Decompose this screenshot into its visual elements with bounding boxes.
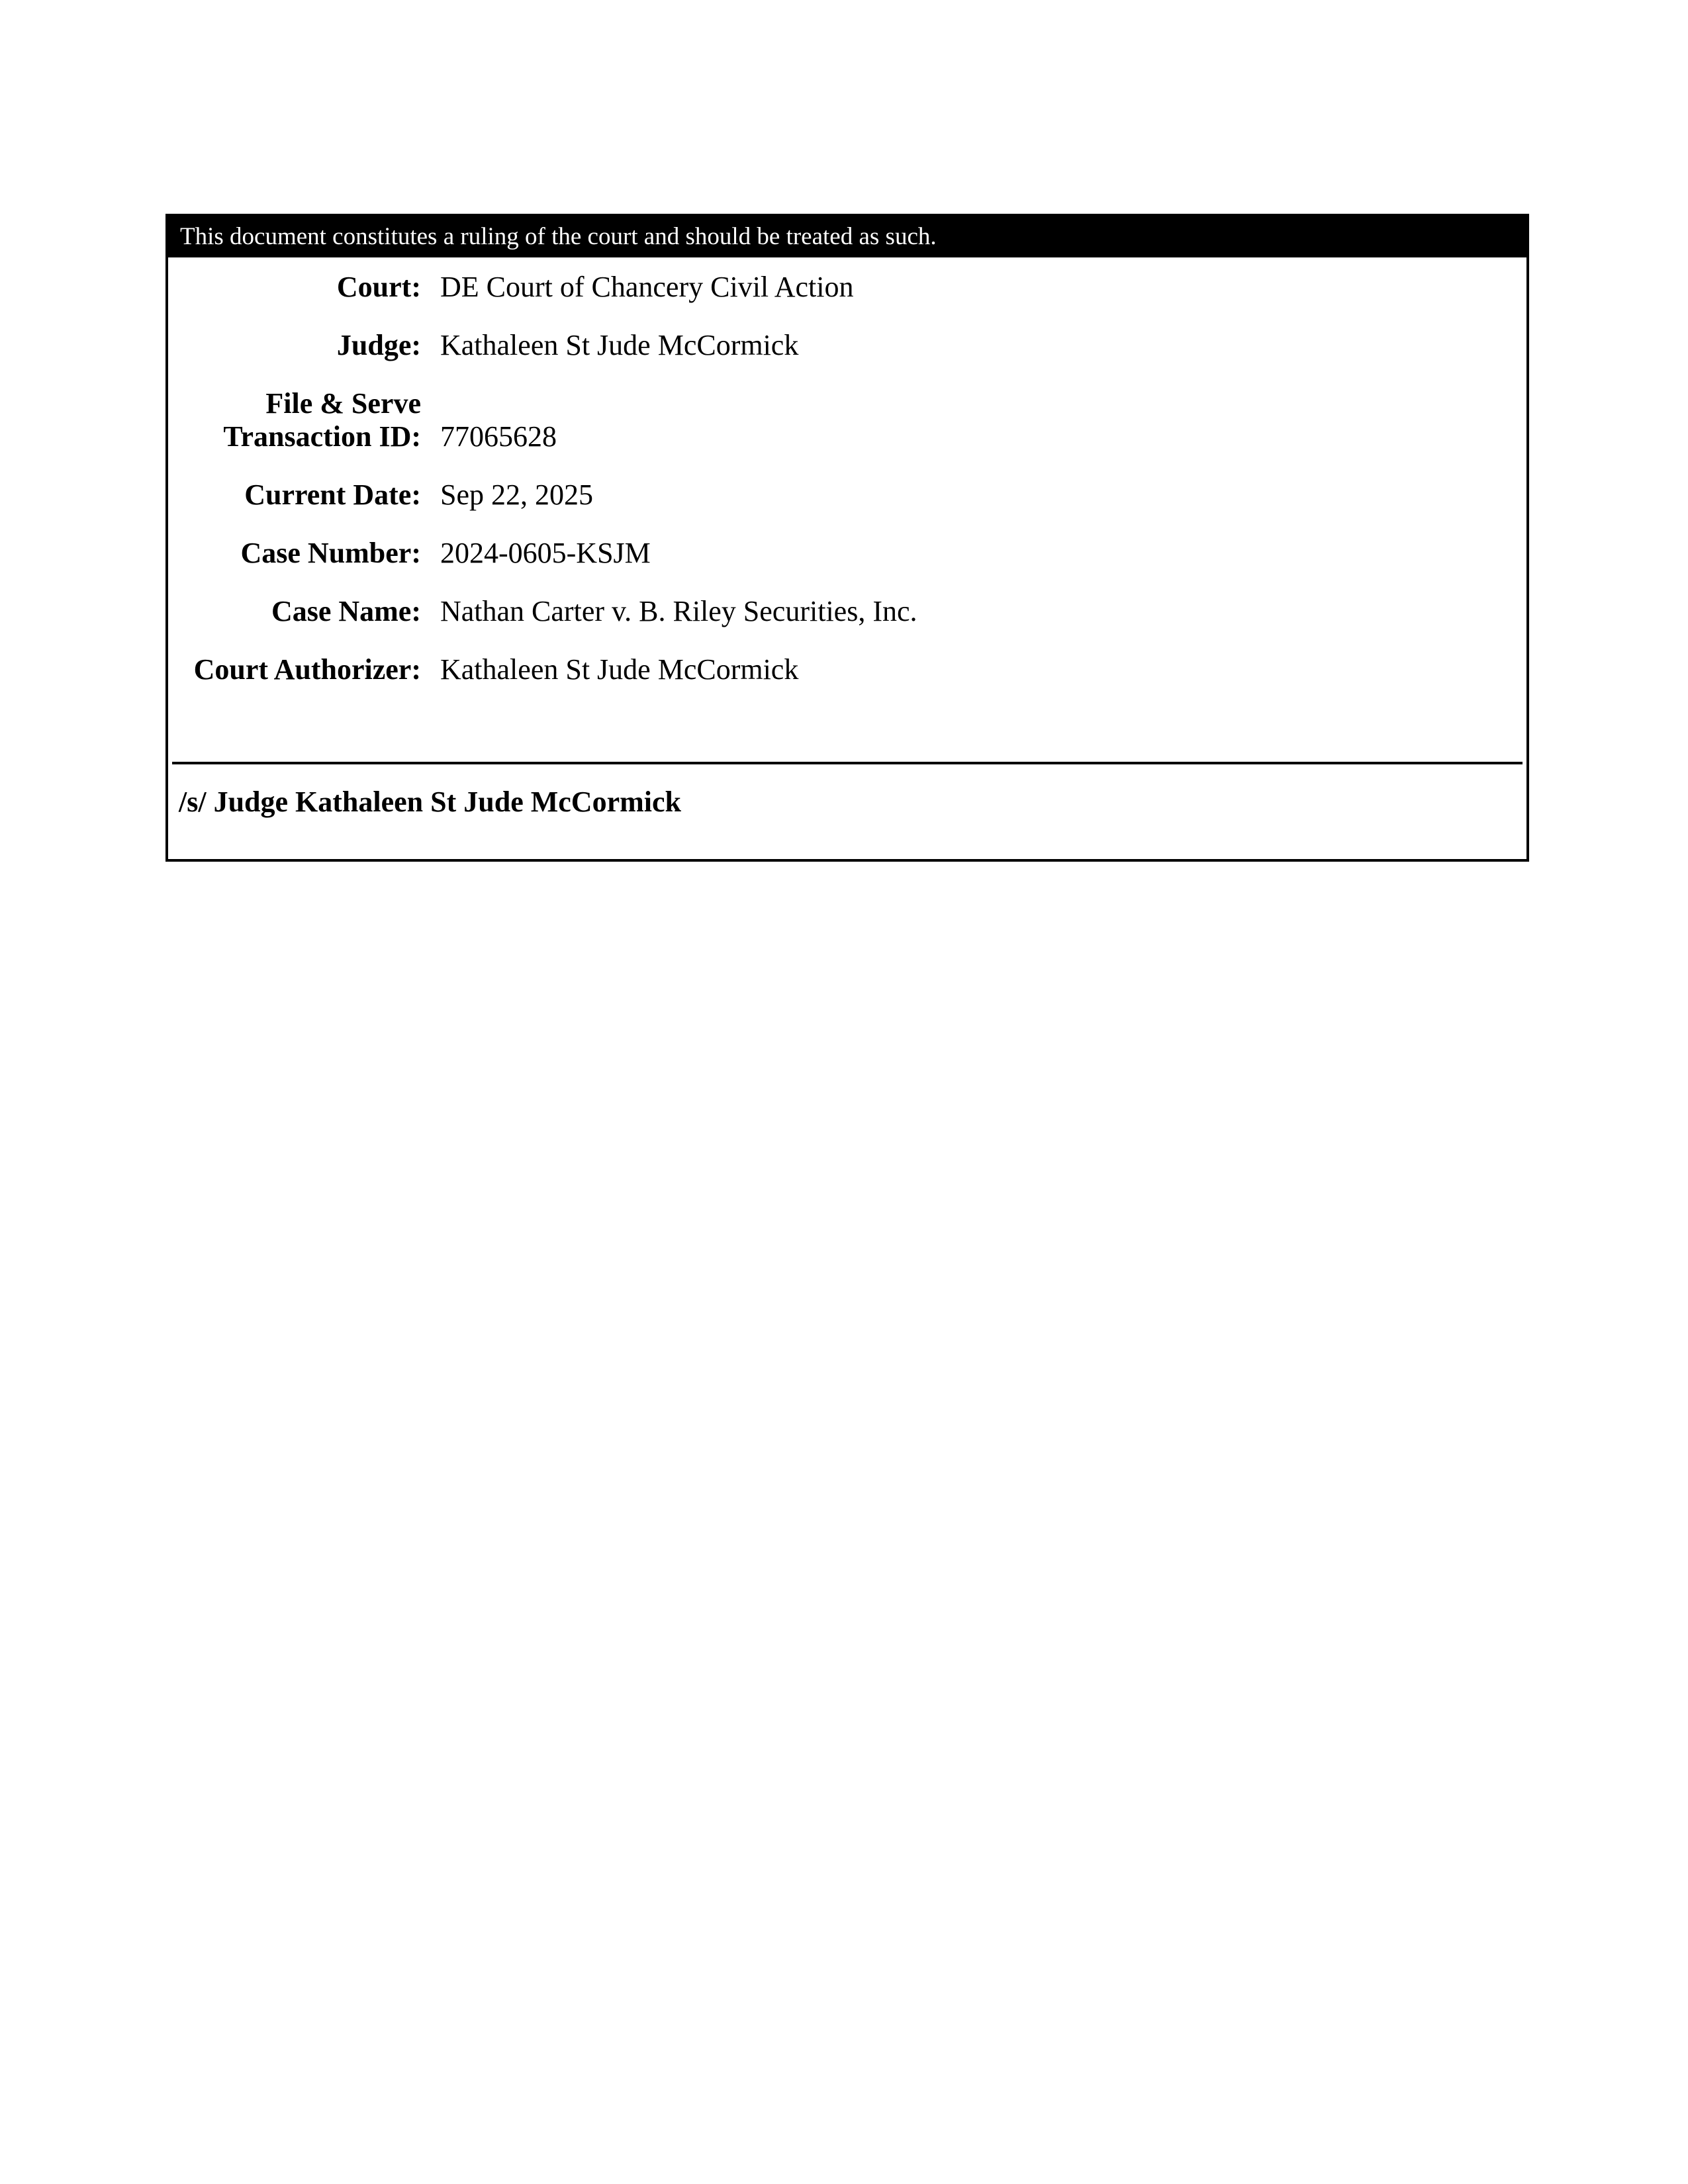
court-authorizer-value: Kathaleen St Jude McCormick [440,653,799,686]
transaction-id-value: 77065628 [440,420,557,453]
court-label: Court: [336,271,421,303]
signature-divider [172,762,1523,764]
judge-signature: /s/ Judge Kathaleen St Jude McCormick [179,786,681,818]
case-number-value: 2024-0605-KSJM [440,537,651,569]
court-authorizer-label: Court Authorizer: [193,653,421,686]
judge-label: Judge: [336,329,421,361]
case-name-value: Nathan Carter v. B. Riley Securities, Inc. [440,595,917,627]
transaction-id-label-line2: Transaction ID: [223,420,421,453]
current-date-label: Current Date: [244,478,421,511]
case-name-label: Case Name: [271,595,421,627]
case-number-label: Case Number: [240,537,421,569]
ruling-banner: This document constitutes a ruling of the court and should be treated as such. [168,216,1526,257]
court-value: DE Court of Chancery Civil Action [440,271,854,303]
ruling-notice-box [165,214,1529,862]
judge-value: Kathaleen St Jude McCormick [440,329,799,361]
current-date-value: Sep 22, 2025 [440,478,593,511]
transaction-id-label-line1: File & Serve [265,387,421,420]
